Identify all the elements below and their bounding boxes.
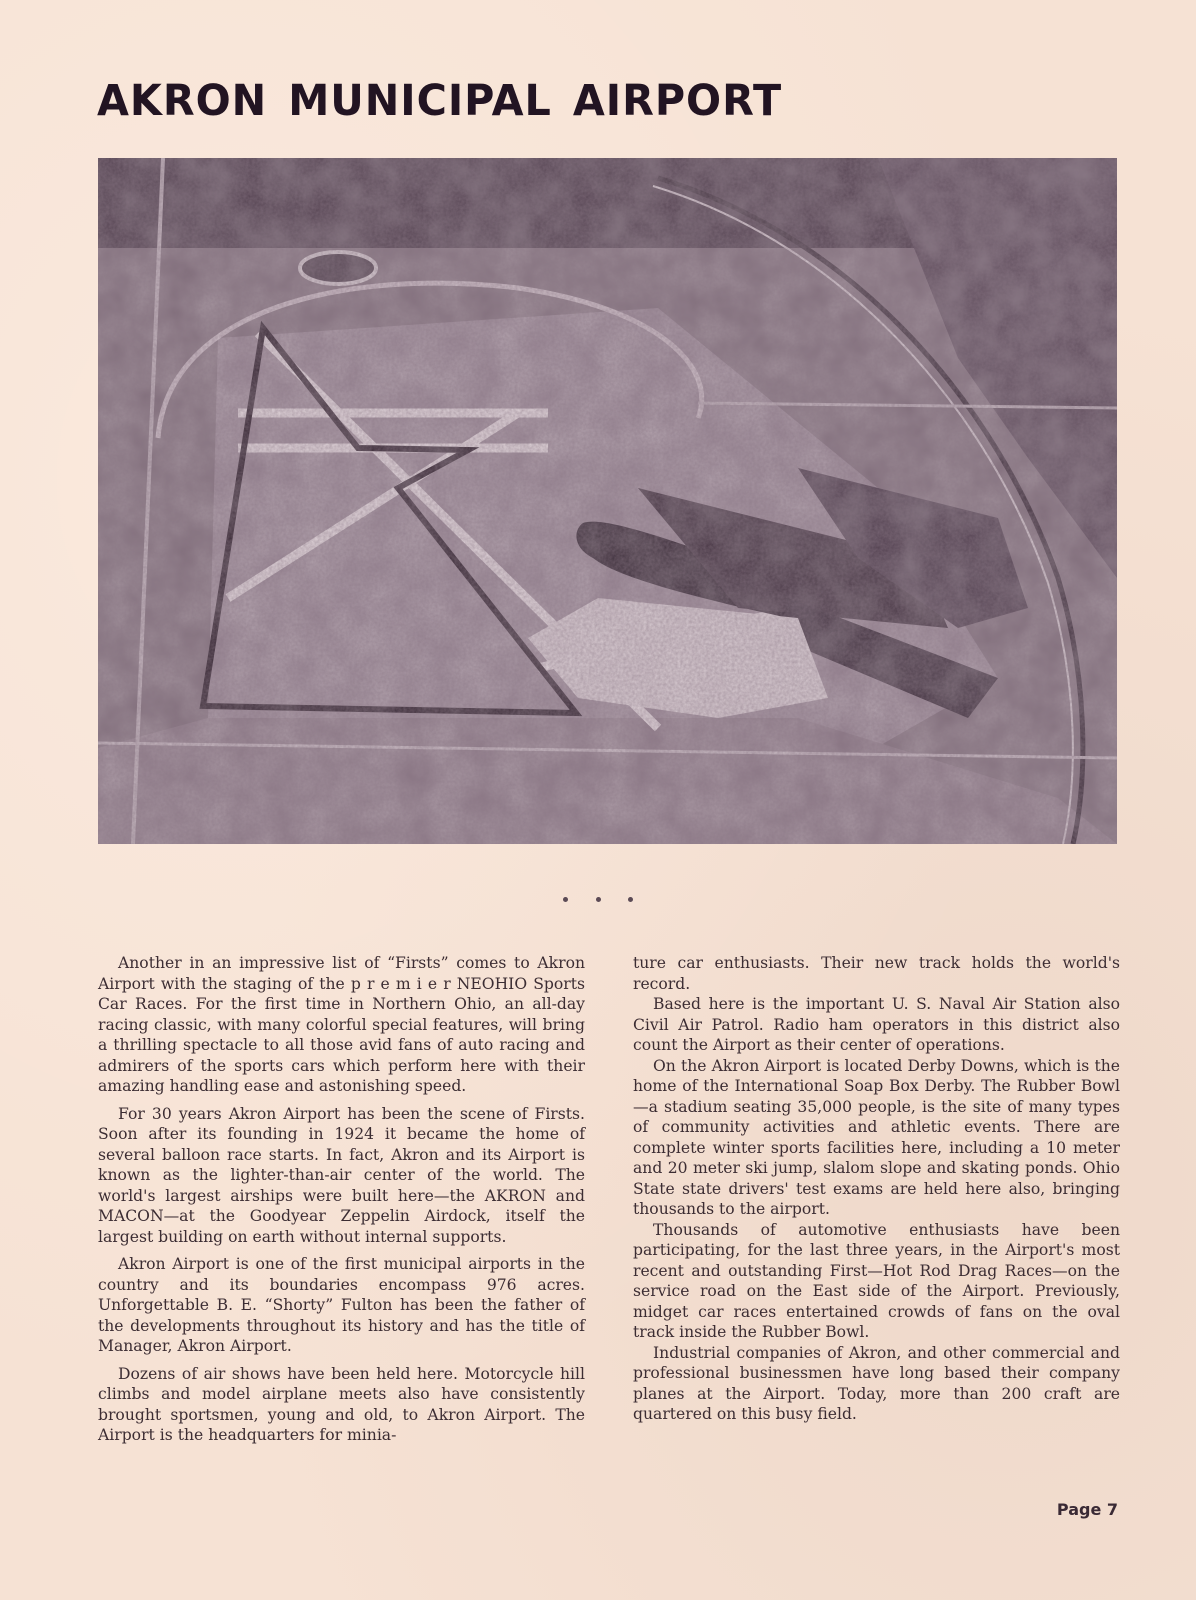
- paragraph: On the Akron Airport is located Derby Downs, which is the home of the International Soap Box Derby. The Rubber Bowl—a stadium seating 35,000 people, is the site of many types of community activities and athletic events. There are complete winter sports facilities here, including a 10 meter and 20 meter ski jump, slalom slope and skating ponds. Ohio State state drivers' test exams are held here also, bringing thousands to the airport.: [633, 1056, 1120, 1218]
- paragraph: Dozens of air shows have been held here. Motorcycle hill climbs and model airplane meets also have consistently brought sportsmen, young and old, to Akron Airport. The Airport is the headquarters for minia-: [98, 1364, 585, 1444]
- page-title: AKRON MUNICIPAL AIRPORT: [97, 76, 783, 126]
- separator-dot: [596, 897, 601, 902]
- aerial-photo: [98, 158, 1117, 844]
- paragraph: Based here is the important U. S. Naval Air Station also Civil Air Patrol. Radio ham operators in this district also count the Airport as their center of operations.: [633, 995, 1120, 1054]
- paragraph: Industrial companies of Akron, and other commercial and professional businessmen have long based their company planes at the Airport. Today, more than 200 craft are quartered on this busy field.: [633, 1343, 1120, 1423]
- paragraph: Another in an impressive list of “Firsts” comes to Akron Airport with the staging of the p r e m i e r NEOHIO Sports Car Races. For the first time in Northern Ohio, an all-day racing classic, with many colorful special features, will bring a thrilling spectacle to all those avid fans of auto racing and admirers of the sports cars which perform here with their amazing handling ease and astonishing speed.: [98, 954, 585, 1095]
- paragraph: Thousands of automotive enthusiasts have been participating, for the last three years, in the Airport's most recent and outstanding First—Hot Rod Drag Races—on the service road on the East side of the Airport. Previously, midget car races entertained crowds of fans on the oval track inside the Rubber Bowl.: [633, 1220, 1120, 1341]
- article-column-right: [633, 953, 1120, 1425]
- section-separator: [563, 894, 633, 904]
- paragraph: For 30 years Akron Airport has been the scene of Firsts. Soon after its founding in 1924 it became the home of several balloon race starts. In fact, Akron and its Airport is known as the lighter-than-air center of the world. The world's largest airships were built here—the AKRON and MACON—at the Goodyear Zeppelin Airdock, itself the largest building on earth without internal supports.: [98, 1104, 585, 1246]
- page-number: Page 7: [1056, 1500, 1118, 1519]
- separator-dot: [628, 897, 633, 902]
- article-column-left: [98, 953, 585, 1453]
- paragraph: Akron Airport is one of the first municipal airports in the country and its boundaries encompass 976 acres. Unforgettable B. E. “Shorty” Fulton has been the father of the developments throughout its history and has the title of Manager, Akron Airport.: [98, 1255, 585, 1355]
- paragraph-continued: ture car enthusiasts. Their new track holds the world's record.: [633, 954, 1120, 993]
- aerial-photo-illustration: [98, 158, 1117, 844]
- separator-dot: [563, 897, 568, 902]
